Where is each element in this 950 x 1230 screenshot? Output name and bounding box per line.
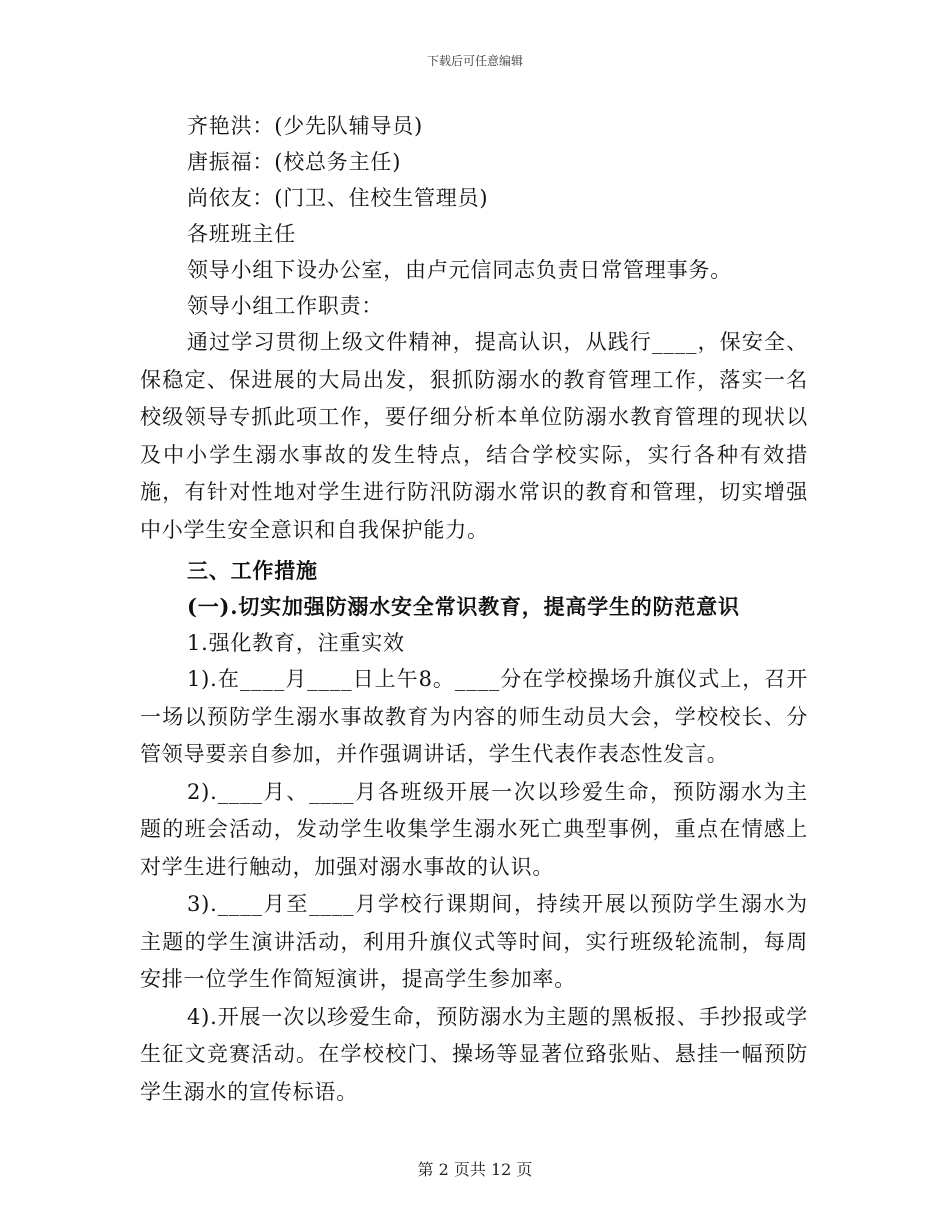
measure-paragraph-4: 4).开展一次以珍爱生命，预防溺水为主题的黑板报、手抄报或学生征文竞赛活动。在学校校门、操场等显著位臵张贴、悬挂一幅预防学生溺水的宣传标语。 [140, 1004, 808, 1104]
section-heading: 三、工作措施 [187, 558, 318, 583]
item-heading: 1.强化教育，注重实效 [187, 631, 405, 655]
measure-paragraph-2: 2).____月、____月各班级开展一次以珍爱生命，预防溺水为主题的班会活动，发动学生收集学生溺水死亡典型事例，重点在情感上对学生进行触动，加强对溺水事故的认识。 [140, 779, 808, 879]
duties-label: 领导小组工作职责： [187, 294, 384, 318]
page-footer: 第 2 页共 12 页 [417, 1160, 533, 1179]
office-line: 领导小组下设办公室，由卢元信同志负责日常管理事务。 [187, 258, 732, 282]
member-line: 唐振福：(校总务主任) [187, 150, 402, 174]
document-body [140, 108, 808, 1111]
member-line: 尚依友：(门卫、住校生管理员) [187, 186, 489, 210]
measure-paragraph-3: 3).____月至____月学校行课期间，持续开展以预防学生溺水为主题的学生演讲活动，利用升旗仪式等时间，实行班级轮流制，每周安排一位学生作简短演讲，提高学生参加率。 [140, 892, 808, 991]
member-line: 齐艳洪：(少先队辅导员) [187, 114, 423, 138]
subsection-heading: (一).切实加强防溺水安全常识教育，提高学生的防范意识 [187, 594, 740, 619]
page-header: 下载后可任意编辑 [426, 54, 523, 68]
member-line: 各班班主任 [187, 222, 296, 246]
duties-paragraph: 通过学习贯彻上级文件精神，提高认识，从践行____，保安全、保稳定、保进展的大局出发，狠抓防溺水的教育管理工作，落实一名校级领导专抓此项工作，要仔细分析本单位防溺水教育管理的现状以及中小学生溺水事故的发生特点，结合学校实际，实行各种有效措施，有针对性地对学生进行防汛防溺水常识的教育和管理，切实增强中小学生安全意识和自我保护能力。 [140, 330, 808, 542]
measure-paragraph-1: 1).在____月____日上午8。____分在学校操场升旗仪式上，召开一场以预防学生溺水事故教育为内容的师生动员大会，学校校长、分管领导要亲自参加，并作强调讲话，学生代表作表态性发言。 [140, 667, 808, 766]
